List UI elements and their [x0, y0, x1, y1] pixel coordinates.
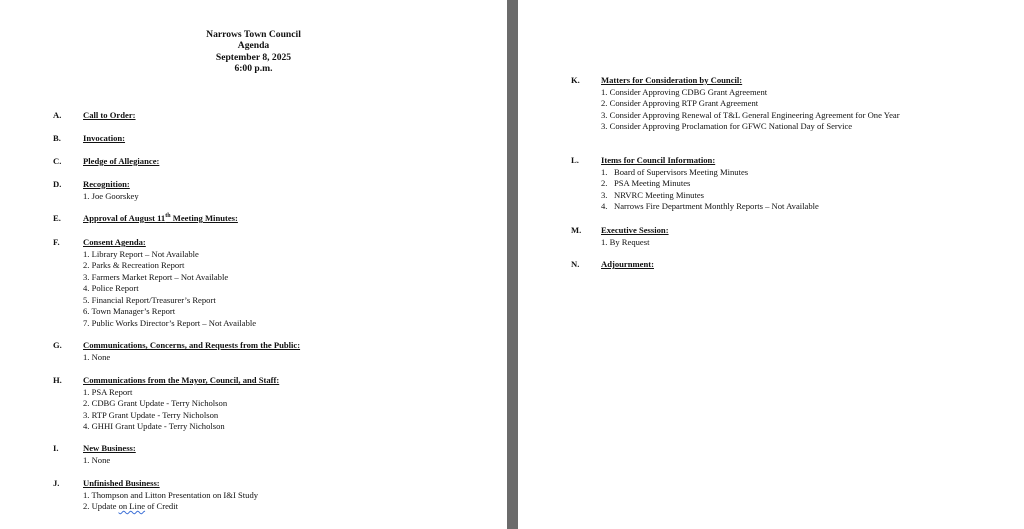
section-letter: A. [53, 110, 62, 120]
section-letter: H. [53, 375, 62, 385]
section-letter: J. [53, 478, 60, 488]
agenda-item: 1. Board of Supervisors Meeting Minutes [601, 166, 749, 177]
section-letter: I. [53, 443, 59, 453]
section-title: Approval of August 11th Meeting Minutes: [83, 213, 238, 223]
agenda-item: 1. By Request [601, 236, 650, 247]
agenda-item: 3. RTP Grant Update - Terry Nicholson [83, 409, 219, 420]
agenda-item: 2. Update on Line of Credit [83, 501, 178, 511]
agenda-item: 1. None [83, 454, 111, 465]
section-title: Adjournment: [601, 259, 654, 269]
agenda-item: 3. Consider Approving Renewal of T&L General Engineering Agreement for One Year [601, 109, 900, 120]
section-letter: M. [571, 225, 582, 235]
section-title: Recognition: [83, 179, 130, 189]
agenda-item: 1. Thompson and Litton Presentation on I&I Study [83, 489, 259, 500]
page-gutter [507, 0, 518, 529]
section-letter: F. [53, 237, 60, 247]
spellcheck-underline: on Line [118, 501, 146, 511]
agenda-item: 2. PSA Meeting Minutes [601, 178, 691, 188]
agenda-item: 1. Joe Goorskey [83, 190, 139, 201]
section-title: Call to Order: [83, 110, 136, 120]
section-title: Executive Session: [601, 225, 669, 235]
section-letter: G. [53, 340, 62, 350]
agenda-item: 1. PSA Report [83, 386, 133, 397]
agenda-header [0, 29, 507, 75]
document-page-right [518, 0, 1024, 529]
section-title: New Business: [83, 443, 136, 453]
agenda-item: 3. NRVRC Meeting Minutes [601, 189, 705, 200]
agenda-item: 3. Consider Approving Proclamation for GFWC National Day of Service [601, 121, 853, 131]
agenda-item: 4. GHHI Grant Update - Terry Nicholson [83, 421, 225, 431]
agenda-item: 2. CDBG Grant Update - Terry Nicholson [83, 398, 228, 408]
section-title: Communications from the Mayor, Council, and Staff: [83, 375, 280, 385]
section-title: Consent Agenda: [83, 237, 146, 247]
document-page-left [0, 0, 507, 529]
meeting-date: September 8, 2025 [215, 51, 292, 63]
section-letter: K. [571, 75, 580, 85]
agenda-item: 2. Parks & Recreation Report [83, 260, 185, 270]
section-letter: C. [53, 156, 62, 166]
agenda-item: 4. Narrows Fire Department Monthly Reports – Not Available [601, 201, 819, 211]
section-title: Items for Council Information: [601, 155, 716, 165]
doc-title: Agenda [237, 40, 270, 52]
agenda-item: 1. None [83, 351, 111, 362]
section-letter: N. [571, 259, 580, 269]
section-letter: B. [53, 133, 61, 143]
section-letter: E. [53, 213, 61, 223]
section-title: Unfinished Business: [83, 478, 160, 488]
section-letter: D. [53, 179, 62, 189]
agenda-item: 4. Police Report [83, 283, 139, 293]
meeting-time: 6:00 p.m. [234, 63, 273, 75]
section-title: Invocation: [83, 133, 126, 143]
agenda-item: 7. Public Works Director’s Report – Not Available [83, 317, 257, 328]
section-title: Communications, Concerns, and Requests from the Public: [83, 340, 301, 350]
section-title: Matters for Consideration by Council: [601, 75, 743, 85]
agenda-item: 5. Financial Report/Treasurer’s Report [83, 294, 216, 305]
section-letter: L. [571, 155, 579, 165]
agenda-item: 6. Town Manager’s Report [83, 306, 176, 316]
agenda-item: 1. Consider Approving CDBG Grant Agreement [601, 86, 768, 97]
agenda-item: 1. Library Report – Not Available [83, 248, 199, 259]
org-name: Narrows Town Council [206, 29, 301, 40]
agenda-item: 3. Farmers Market Report – Not Available [83, 271, 229, 282]
agenda-item: 2. Consider Approving RTP Grant Agreement [601, 98, 759, 108]
section-title: Pledge of Allegiance: [83, 156, 160, 166]
